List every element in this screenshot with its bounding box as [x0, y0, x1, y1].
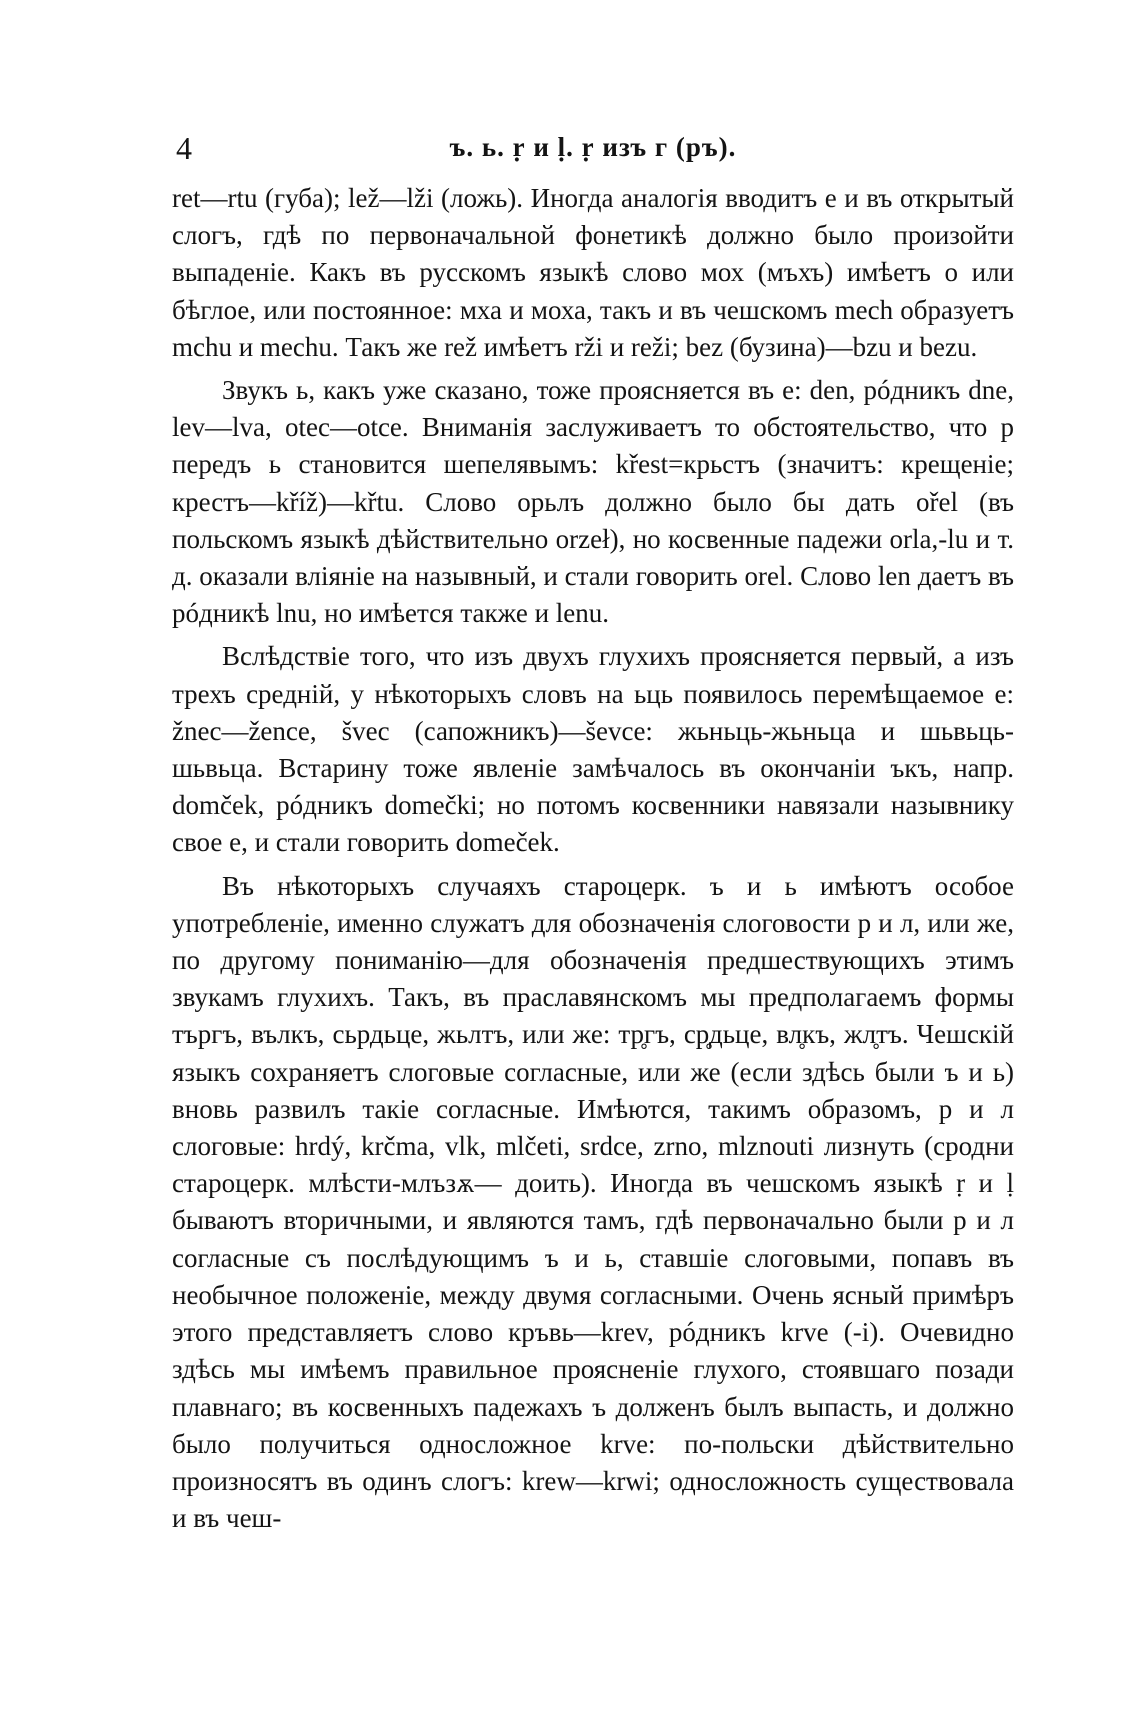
running-head: ъ. ь. ṛ и ḷ. ṛ изъ г (ръ). [449, 132, 737, 162]
page-number: 4 [176, 130, 192, 166]
paragraph-2: Звукъ ь, какъ уже сказано, тоже проясняется въ е: den, рóдникъ dne, lev—lva, otec—otce. Вниманія заслуживаетъ то обстоятельство, что р передъ ь становится шепелявымъ: křest=крьстъ (значитъ: крещеніе; крестъ—kříž)—křtu. Слово орьлъ должно было бы дать ořel (въ польскомъ языкѣ дѣйствительно orzeł), но косвенные падежи orla,-lu и т. д. оказали вліяніе на назывный, и стали говорить orel. Слово len даетъ въ рóдникѣ lnu, но имѣется также и lenu. [172, 375, 1014, 629]
paragraph-4: Въ нѣкоторыхъ случаяхъ староцерк. ъ и ь имѣютъ особое употребленіе, именно служатъ для обозначенія слоговости р и л, или же, по другому пониманію—для обозначенія предшествующихъ этимъ звукамъ глухихъ. Такъ, въ праславянскомъ мы предполагаемъ формы търгъ, вълкъ, сьрдьце, жьлтъ, или же: тр̥гъ, ср̥дьце, вл̥къ, жл̥тъ. Чешскій языкъ сохраняетъ слоговые согласные, или же (если здѣсь были ъ и ь) вновь развилъ такіе согласные. Имѣются, такимъ образомъ, р и л слоговые: hrdý, krčma, vlk, mlčeti, srdce, zrno, mlznouti лизнуть (сродни староцерк. млѣсти-млъзѫ— доить). Иногда въ чешскомъ языкѣ ṛ и ḷ бываютъ вторичными, и являются тамъ, гдѣ первоначально были р и л согласные съ послѣдующимъ ъ и ь, ставшіе слоговыми, попавъ въ необычное положеніе, между двумя согласными. Очень ясный примѣръ этого представляетъ слово кръвь—krev, рóдникъ krve (-i). Очевидно здѣсь мы имѣемъ правильное проясненіе глухого, стоявшаго позади плавнаго; въ косвенныхъ падежахъ ъ долженъ былъ выпасть, и должно было получиться односложное krve: по-польски дѣйствительно произносятъ въ одинъ слогъ: krew—krwi; односложность существовала и въ чеш- [172, 870, 1014, 1534]
paragraph-1: ret—rtu (губа); lež—lži (ложь). Иногда аналогія вводитъ e и въ открытый слогъ, гдѣ по первоначальной фонетикѣ должно было произойти выпаденіе. Какъ въ русскомъ языкѣ слово мох (мъхъ) имѣетъ о или бѣглое, или постоянное: мха и моха, такъ и въ чешскомъ mech образуетъ mchu и mechu. Такъ же rež имѣетъ rži и reži; bez (бузина)—bzu и bezu. [172, 183, 1014, 362]
paragraph-3: Вслѣдствіе того, что изъ двухъ глухихъ проясняется первый, а изъ трехъ средній, у нѣкоторыхъ словъ на ьць появилось перемѣщаемое е: žnec—žence, švec (сапожникъ)—ševce: жьньць-жьньца и шьвьць-шьвьца. Встарину тоже явленіе замѣчалось въ окончаніи ъкъ, напр. domček, рóдникъ domečki; но потомъ косвенники навязали назывнику свое е, и стали говорить domeček. [172, 641, 1014, 858]
page-header [172, 130, 1014, 170]
body-text [172, 180, 1014, 1543]
